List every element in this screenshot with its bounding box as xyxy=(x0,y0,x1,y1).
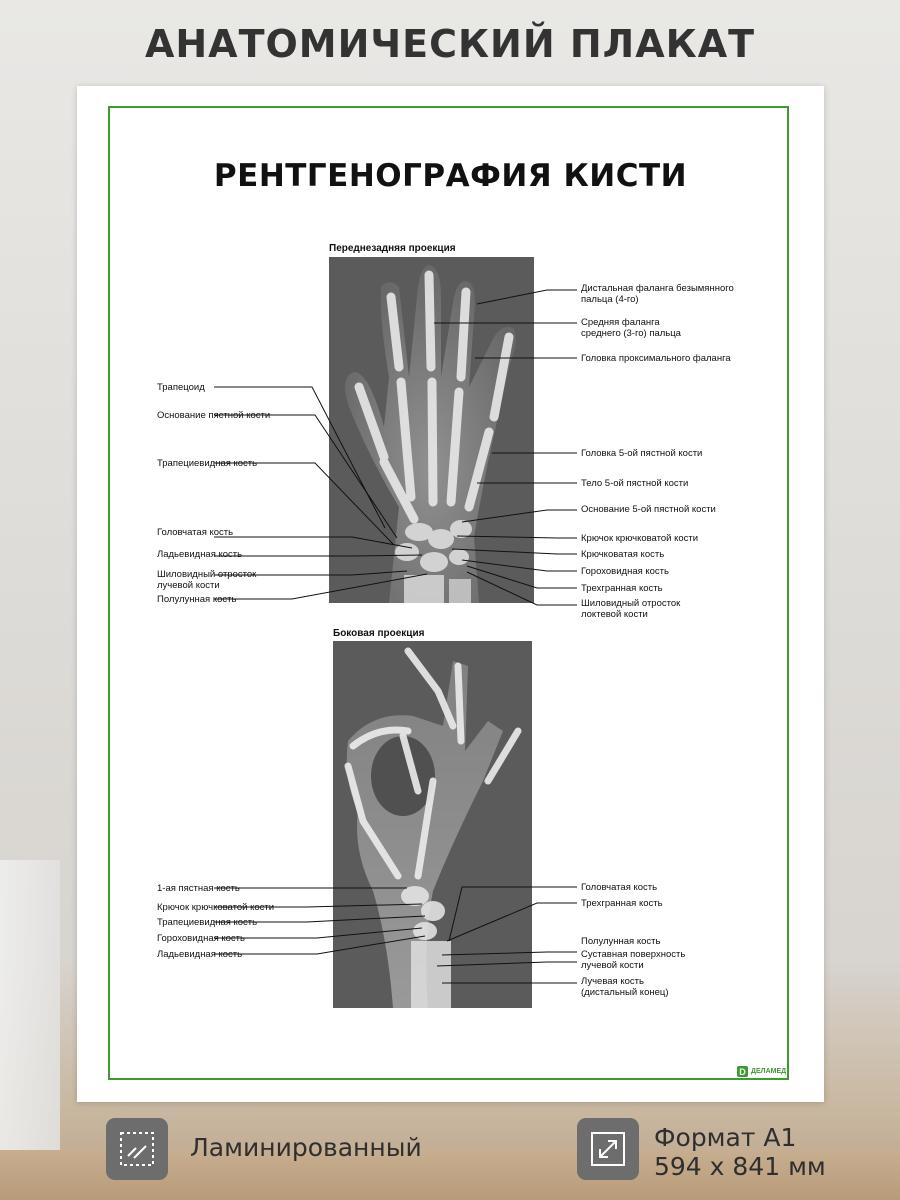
brand-logo-mark: D xyxy=(737,1066,748,1077)
poster xyxy=(77,86,824,1102)
label-1st-metacarpal: 1-ая пястная кость xyxy=(157,883,240,894)
page-title: АНАТОМИЧЕСКИЙ ПЛАКАТ xyxy=(144,22,756,66)
label-triquetrum: Трехгранная кость xyxy=(581,583,663,594)
wall-shade xyxy=(0,860,60,1200)
label-trapezoid: Трапецоид xyxy=(157,382,205,393)
format-line-2: 594 х 841 мм xyxy=(654,1152,826,1181)
label-proximal-phalanx-head: Головка проксимального фаланга xyxy=(581,353,731,364)
label-triquetrum-lateral: Трехгранная кость xyxy=(581,898,663,909)
brand-logo xyxy=(737,1066,786,1077)
resize-icon xyxy=(577,1118,639,1180)
label-radius-distal-end: Лучевая кость (дистальный конец) xyxy=(581,976,669,998)
format-line-1: Формат А1 xyxy=(654,1123,797,1152)
label-pisiform: Гороховидная кость xyxy=(581,566,669,577)
label-capitate-lateral: Головчатая кость xyxy=(581,882,658,893)
label-trapezium-lateral: Трапециевидная кость xyxy=(157,917,258,928)
label-middle-phalanx-3: Средняя фаланга среднего (3-го) пальца xyxy=(581,317,681,339)
lateral-xray-image xyxy=(333,641,532,1008)
label-lunate-lateral: Полулунная кость xyxy=(581,936,661,947)
label-radial-styloid: Шиловидный отросток лучевой кости xyxy=(157,569,257,591)
label-hamate-hook: Крючок крючковатой кости xyxy=(581,533,699,544)
label-5th-metacarpal-base: Основание 5-ой пястной кости xyxy=(581,504,716,515)
frontal-section-label: Переднезадняя проекция xyxy=(329,243,456,254)
resize-icon-glyph xyxy=(589,1130,627,1168)
label-lunate: Полулунная кость xyxy=(157,594,237,605)
label-radius-articular-surface: Суставная поверхность лучевой кости xyxy=(581,949,686,971)
lateral-section-label: Боковая проекция xyxy=(333,628,425,639)
label-pisiform-lateral: Гороховидная кость xyxy=(157,933,245,944)
label-scaphoid-lateral: Ладьевидная кость xyxy=(157,949,243,960)
label-ulnar-styloid: Шиловидный отросток локтевой кости xyxy=(581,598,681,620)
lateral-hand-bones xyxy=(333,641,532,1008)
label-capitate: Головчатая кость xyxy=(157,527,234,538)
label-distal-phalanx-4: Дистальная фаланга безымянного пальца (4-го) xyxy=(581,283,734,305)
poster-title: РЕНТГЕНОГРАФИЯ КИСТИ xyxy=(213,158,688,194)
frontal-xray-image xyxy=(329,257,534,603)
label-hamate: Крючковатая кость xyxy=(581,549,665,560)
laminated-icon xyxy=(106,1118,168,1180)
laminated-icon-glyph xyxy=(118,1130,156,1168)
label-trapezium: Трапециевидная кость xyxy=(157,458,258,469)
label-hamate-hook-lateral: Крючок крючковатой кости xyxy=(157,902,275,913)
format-text xyxy=(654,1123,826,1181)
label-5th-metacarpal-head: Головка 5-ой пястной кости xyxy=(581,448,703,459)
label-metacarpal-base: Основание пястной кости xyxy=(157,410,271,421)
brand-logo-text: ДЕЛАМЕД xyxy=(751,1068,787,1075)
label-5th-metacarpal-body: Тело 5-ой пястной кости xyxy=(581,478,689,489)
laminated-text: Ламинированный xyxy=(190,1133,422,1162)
label-scaphoid: Ладьевидная кость xyxy=(157,549,243,560)
frontal-hand-bones xyxy=(329,257,534,603)
